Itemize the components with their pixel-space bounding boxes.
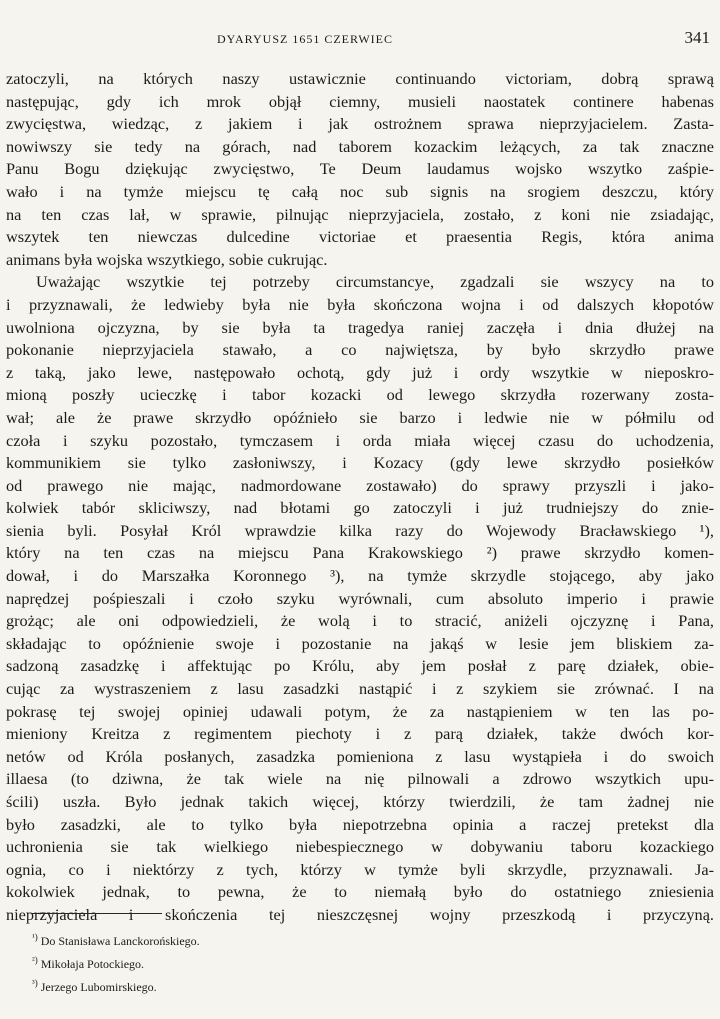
footnote-mark: ³) (32, 978, 38, 988)
text-line: było zasadzki, ale to tylko była niepotrzebna opinia a raczej pretekst dla (6, 814, 714, 834)
footnote-divider (32, 913, 162, 914)
footnote-mark: ²) (32, 955, 38, 965)
text-line: kokolwiek jednak, to pewna, że to niemałą było do ostatniego zniesienia (6, 882, 714, 902)
text-line: animans była wojska wszytkiego, sobie cukrując. (6, 249, 328, 269)
text-line: pokrasę tej swojej opiniej udawali potym, że za nastąpieniem w ten las po- (6, 701, 714, 721)
text-line: który na ten czas na miejscu Pana Krakowskiego ²) prawe skrzydło komen- (6, 543, 714, 563)
text-line: sienia byli. Posyłał Król wprawdzie kilka razy do Wojewody Bracławskiego ¹), (6, 520, 714, 540)
text-line: mieniony Kreitza z regimentem piechoty i z parą działek, także dwóch kor- (6, 724, 714, 744)
text-line: uchronienia sie tak wielkiego niebespiecznego w dobywaniu taboru kozackiego (6, 837, 714, 857)
text-line: ognia, co i niektórzy z tych, którzy w tymże byli skrzydle, przyznawali. Ja- (6, 859, 714, 879)
footnote-text: Do Stanisława Lanckorońskiego. (40, 934, 200, 948)
text-line: zatoczyli, na których naszy ustawicznie continuando victoriam, dobrą sprawą (6, 69, 714, 88)
text-line: kommunikiem sie tylko zasłoniwszy, i Kozacy (gdy lewe skrzydło posiełków (6, 453, 714, 473)
text-line: składając to opóźnienie swoje i pozostanie na jakąś w lesie jem bliskiem za- (6, 633, 714, 653)
footnote-item (32, 951, 532, 974)
text-line: od prawego nie mając, nadmordowane zostawało) do sprawy przyszli i jako- (6, 475, 714, 495)
text-line: illaesa (to dziwna, że tak wiele na nię pilnowali a zdrowo wszytkich upu- (6, 769, 714, 789)
footnote-item (32, 974, 532, 997)
text-line: kolwiek tabór skliciwszy, nad błotami go zatoczyli i już trudniejszy do znie- (6, 498, 714, 518)
text-line: uwolniona ojczyzna, by sie była ta tragedya raniej zaczęła i dnia dłużej na (6, 317, 714, 337)
page-number: 341 (684, 28, 710, 47)
text-line: netów od Króla posłanych, zasadzka pomieniona z lasu wystąpieła i do swoich (6, 746, 714, 766)
text-line: ścili) uszła. Było jednak takich więcej, którzy twierdzili, że tam żadnej nie (6, 792, 714, 811)
text-line: czoła i szyku pozostało, tymczasem i orda miała więcej czasu do uchodzenia, (6, 430, 714, 450)
text-line: Panu Bogu dziękując zwycięstwo, Te Deum laudamus wojsko wszytko zaśpie- (6, 159, 714, 179)
text-line: nieprzyjaciela i skończenia tej nieszczęsnej wojny przeszkodą i przyczyną. (6, 904, 714, 924)
text-line: cując za wystraszeniem z lasu zasadzki nastąpić i z szykiem sie zrównać. I na (6, 679, 714, 699)
text-line: grożąc; ale oni odpowiedzieli, że wolą i to stracić, aniżeli ojczyznę i Pana, (6, 611, 714, 631)
text-line: wał; ale że prawe skrzydło opóźnieło sie barzo i ledwie nie w półmilu od (6, 407, 714, 427)
footnotes (32, 928, 532, 997)
text-line: następując, gdy ich mrok objął ciemny, musieli naostatek continere habenas (6, 91, 714, 111)
text-line: pokonanie nieprzyjaciela stawało, a co najwiętsza, by było skrzydło prawe (6, 340, 714, 360)
text-line: zwycięstwa, wiedząc, z jakiem i jak ostrożnem sprawa nieprzyjacielem. Zasta- (6, 114, 714, 134)
text-line: dował, i do Marszałka Koronnego ³), na tymże skrzydle stojącego, aby jako (6, 566, 714, 586)
footnote-mark: ¹) (32, 932, 38, 942)
text-line: na ten czas lał, w sprawie, pilnując nieprzyjaciela, zostało, z koni nie zsiadając, (6, 204, 714, 224)
text-line: i przyznawali, że ledwieby była nie była skończona wojna i od dalszych kłopotów (6, 294, 714, 314)
footnote-text: Jerzego Lubomirskiego. (40, 980, 157, 994)
text-line: wało i na tymże miejscu tę całą noc sub signis na srogiem deszczu, który (6, 181, 714, 201)
text-line: sadzoną zasadzkę i affektując po Królu, aby jem posłał z parę działek, obie- (6, 656, 714, 676)
footnote-text: Mikołaja Potockiego. (40, 957, 145, 971)
running-title: DYARYUSZ 1651 CZERWIEC (216, 32, 393, 46)
text-line: Uważając wszytkie tej potrzeby circumstancye, zgadzali sie wszycy na to (36, 272, 714, 292)
body-text (6, 68, 714, 927)
text-line: z taką, jako lewe, następowało ochotą, gdy już i ordy wszytkie w nieposkro- (6, 362, 714, 382)
text-line: naprędzej pośpieszali i czoło szyku wyrównali, cum absoluto imperio i prawie (6, 588, 714, 608)
text-line: nowiwszy sie tedy na górach, nad taborem kozackim leżących, za tak znaczne (6, 136, 714, 156)
text-line: mioną poszły ucieczkę i tabor kozacki od lewego skrzydła rozerwany zosta- (6, 385, 714, 405)
page-header (0, 28, 720, 52)
text-line: wszytek ten niewczas dulcedine victoriae et praesentia Regis, która anima (6, 227, 714, 247)
footnote-item (32, 928, 532, 951)
